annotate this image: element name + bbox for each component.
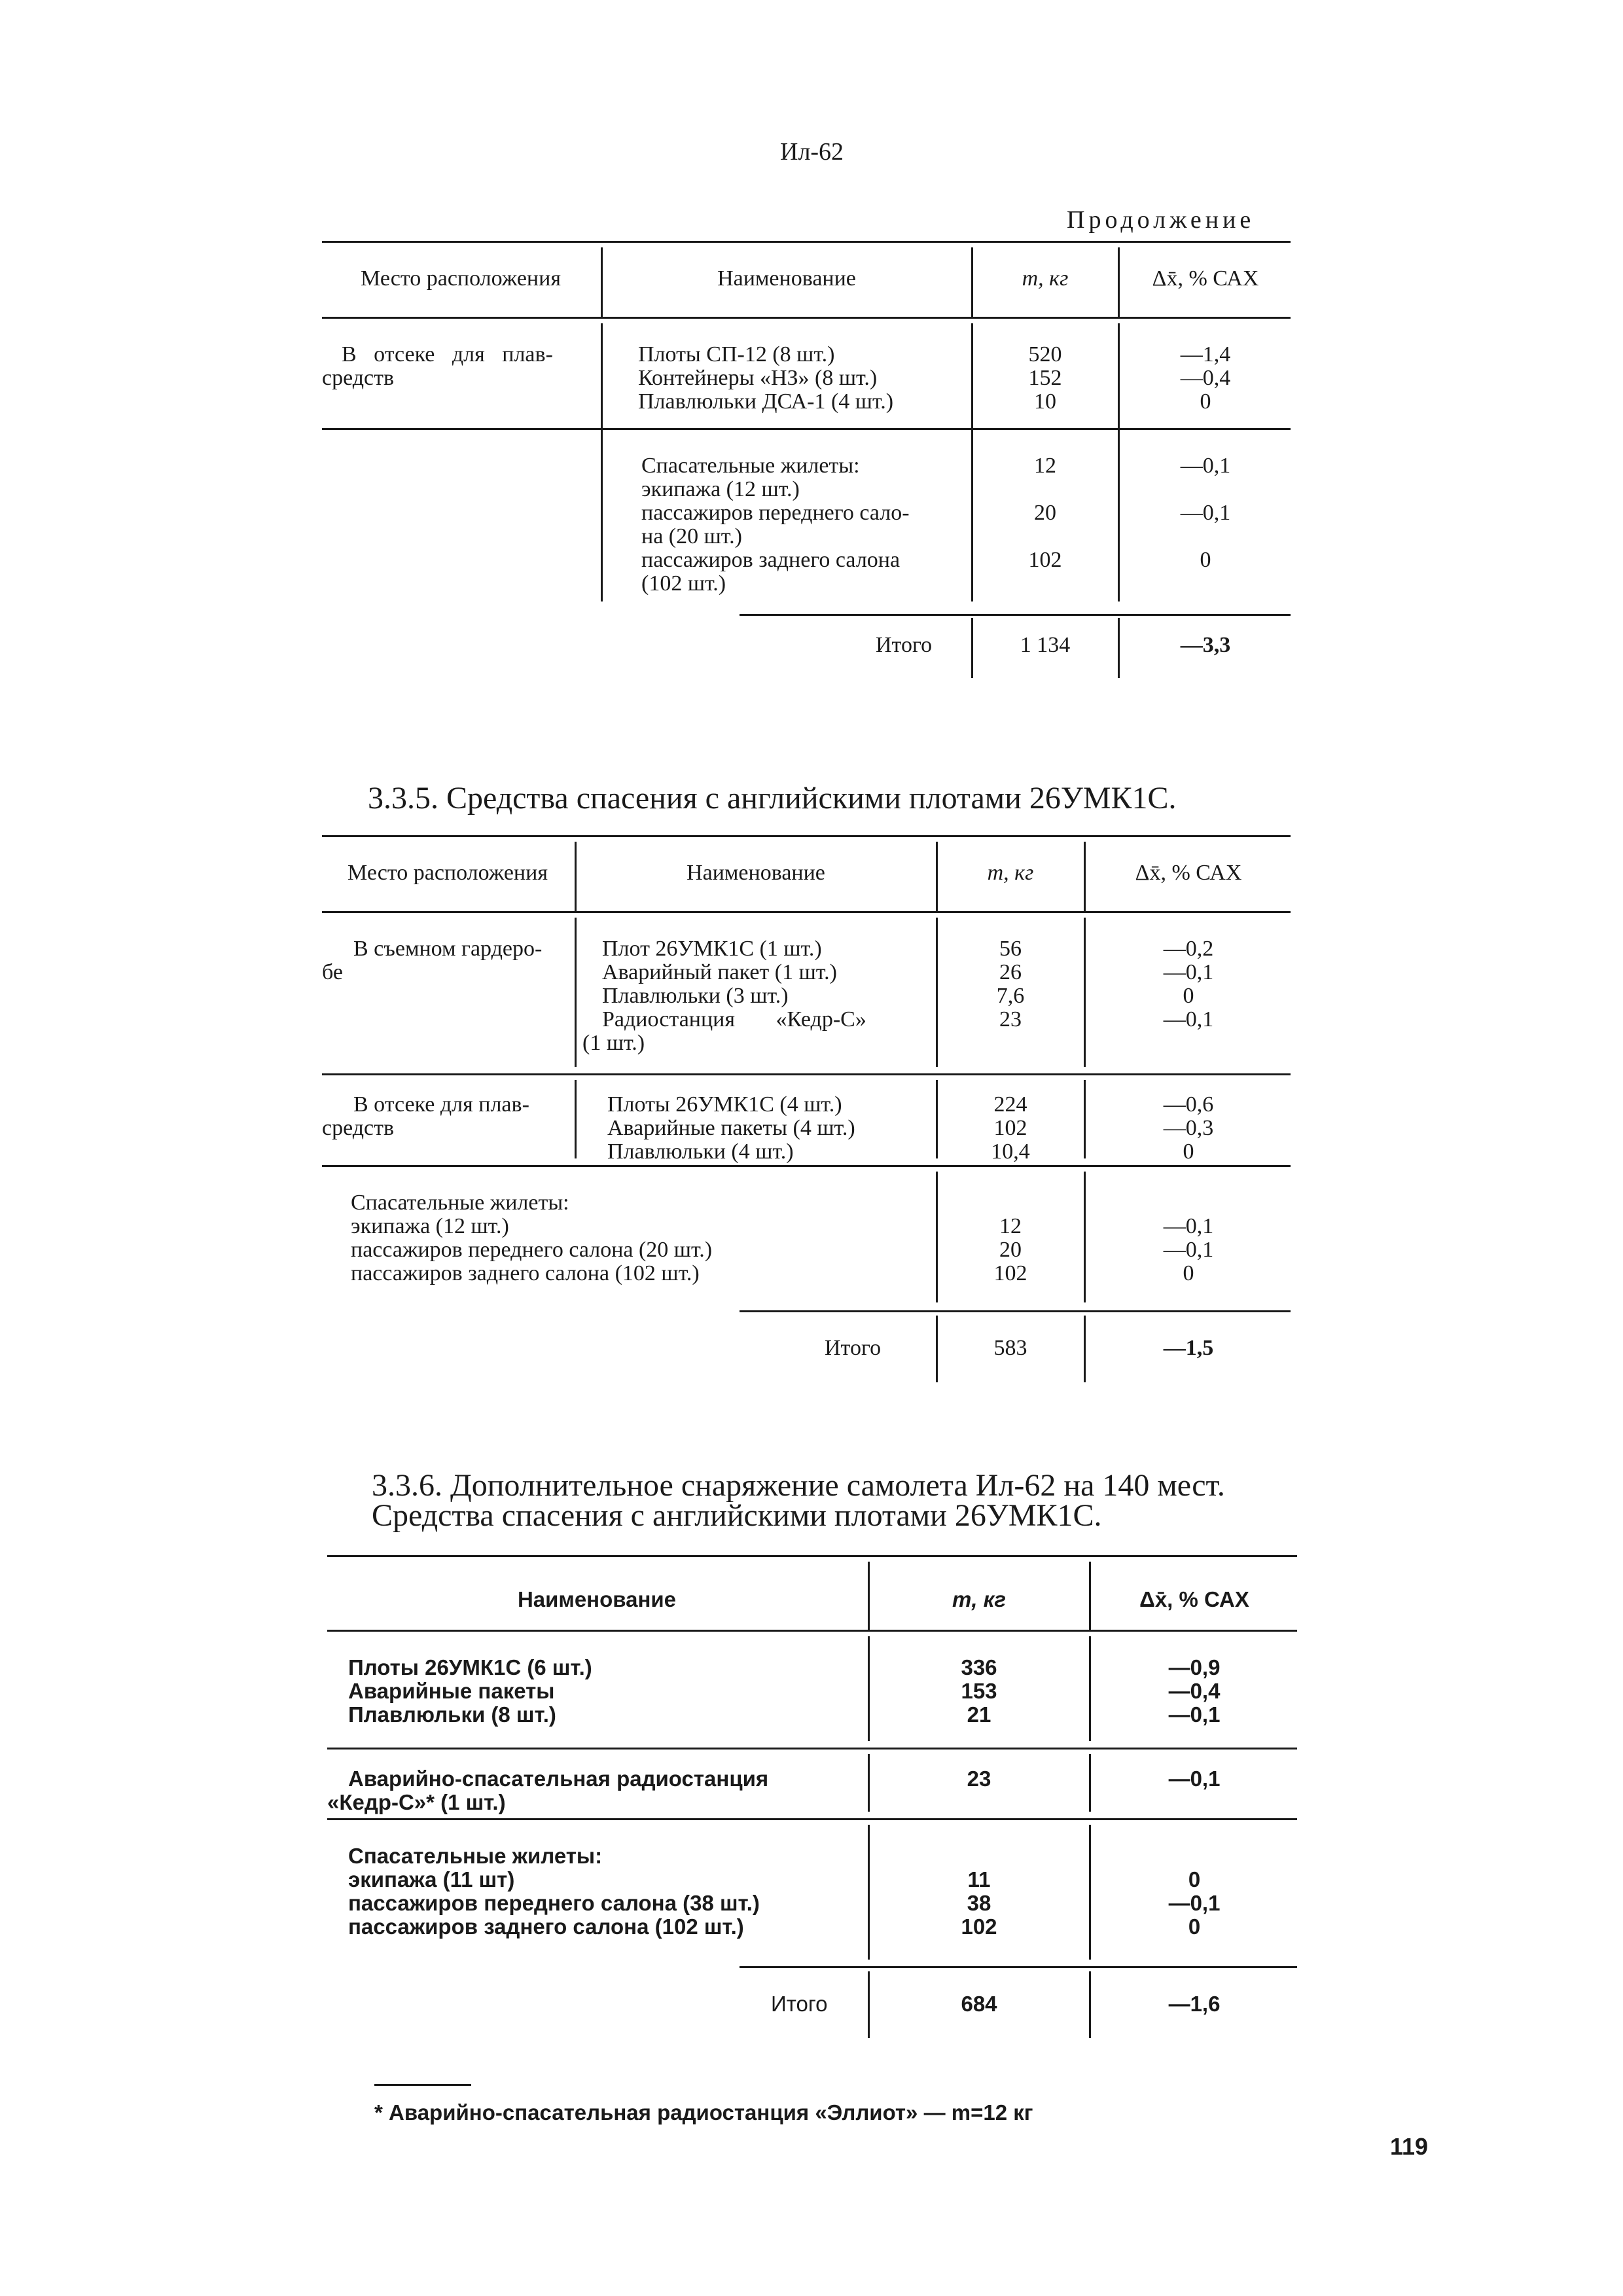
table2-item-name: Плавлюльки (3 шт.) <box>602 984 789 1008</box>
table3-dx-value: —0,4 <box>1168 1679 1221 1703</box>
table1-total-label: Итого <box>876 633 933 657</box>
page-number: 119 <box>1390 2133 1429 2160</box>
table2-mass-value: 56 <box>999 937 1022 961</box>
table2-total-mass: 583 <box>993 1336 1027 1360</box>
table3-mass-value: 336 <box>961 1655 997 1679</box>
table3-item-name: Плоты 26УМК1С (6 шт.) <box>348 1655 592 1679</box>
table3-item-name: Плавлюльки (8 шт.) <box>348 1702 556 1727</box>
table3-mass-value: 21 <box>967 1702 991 1727</box>
table1-dx-value: 0 <box>1200 389 1211 414</box>
table3-item-name: Спасательные жилеты: <box>348 1844 603 1868</box>
table3-dx-value: —0,1 <box>1168 1702 1221 1727</box>
table2-header-mass: m, кг <box>987 861 1034 885</box>
table2-mass-value: 10,4 <box>991 1139 1030 1164</box>
table3-item-name: пассажиров заднего салона (102 шт.) <box>348 1914 744 1939</box>
table1-dx-value: —1,4 <box>1180 342 1231 367</box>
table3-dx-value: —0,1 <box>1168 1891 1221 1915</box>
table3-header-name: Наименование <box>517 1587 677 1611</box>
table2-item-name: Плоты 26УМК1С (4 шт.) <box>607 1092 842 1117</box>
table3-dx-value: 0 <box>1188 1914 1201 1939</box>
table2-place-line: бе <box>322 960 343 984</box>
table2-mass-value: 102 <box>993 1261 1027 1285</box>
table1-dx-value: 0 <box>1200 548 1211 572</box>
table1-item-name: Плавлюльки ДСА-1 (4 шт.) <box>638 389 894 414</box>
table2-item-name: Аварийные пакеты (4 шт.) <box>607 1116 855 1140</box>
table2-place-line: В отсеке для плав- <box>353 1092 529 1117</box>
table1-dx-value: —0,1 <box>1180 501 1231 525</box>
table3-mass-value: 38 <box>967 1891 991 1915</box>
table2-dx-value: 0 <box>1183 984 1194 1008</box>
table2-dx-value: 0 <box>1183 1261 1194 1285</box>
table2-item-name: Плавлюльки (4 шт.) <box>607 1139 794 1164</box>
table2-header-place: Место расположения <box>348 861 548 885</box>
table2-dx-value: —0,1 <box>1163 960 1214 984</box>
table2-header-dx: Δx̄, % САХ <box>1135 861 1242 885</box>
table1-mass-value: 20 <box>1034 501 1056 525</box>
table2-place-line: В съемном гардеро- <box>353 937 543 961</box>
table1-header-name: Наименование <box>717 266 856 291</box>
continuation-label: Продолжение <box>1067 206 1255 234</box>
table2-place-line: средств <box>322 1116 395 1140</box>
table1-item-name: Спасательные жилеты: <box>641 454 860 478</box>
table2-mass-value: 12 <box>999 1214 1022 1238</box>
table3-total-dx: —1,6 <box>1168 1992 1221 2016</box>
table2-mass-value: 23 <box>999 1007 1022 1031</box>
table1-mass-value: 152 <box>1028 366 1062 390</box>
table2-item-name: Аварийный пакет (1 шт.) <box>602 960 837 984</box>
table2-mass-value: 7,6 <box>996 984 1025 1008</box>
table3-mass-value: 23 <box>967 1767 991 1791</box>
table1-item-name: на (20 шт.) <box>641 524 742 548</box>
table1-item-name: пассажиров переднего сало- <box>641 501 910 525</box>
table1-item-name: пассажиров заднего салона <box>641 548 901 572</box>
table2-dx-value: —0,1 <box>1163 1007 1214 1031</box>
table1-mass-value: 10 <box>1034 389 1056 414</box>
table2-dx-value: —0,1 <box>1163 1214 1214 1238</box>
table1-item-name: Плоты СП-12 (8 шт.) <box>638 342 835 367</box>
table1-header-place: Место расположения <box>361 266 561 291</box>
table2-mass-value: 20 <box>999 1238 1022 1262</box>
table3-total-label: Итого <box>771 1992 828 2016</box>
table1-mass-value: 12 <box>1034 454 1056 478</box>
table2-mass-value: 224 <box>993 1092 1027 1117</box>
section-336-title: Средства спасения с английскими плотами 26УМК1С. <box>372 1498 1102 1533</box>
table1-header-dx: Δx̄, % САХ <box>1152 266 1259 291</box>
footnote-rule <box>374 2084 471 2086</box>
table1-total-mass: 1 134 <box>1020 633 1071 657</box>
table3-total-mass: 684 <box>961 1992 997 2016</box>
table2-item-name: пассажиров переднего салона (20 шт.) <box>351 1238 713 1262</box>
table3-item-name: экипажа (11 шт) <box>348 1867 515 1892</box>
table2-item-name: (1 шт.) <box>582 1031 645 1055</box>
table1-dx-value: —0,1 <box>1180 454 1231 478</box>
table3-item-name: пассажиров переднего салона (38 шт.) <box>348 1891 760 1915</box>
table1-item-name: Контейнеры «НЗ» (8 шт.) <box>638 366 878 390</box>
table2-dx-value: —0,6 <box>1163 1092 1214 1117</box>
section-336-title: 3.3.6. Дополнительное снаряжение самолета Ил-62 на 140 мест. <box>372 1468 1225 1503</box>
table1-place-line: В отсеке для плав- <box>342 342 553 367</box>
table1-total-dx: —3,3 <box>1180 633 1231 657</box>
table3-item-name: Аварийно-спасательная радиостанция <box>348 1767 769 1791</box>
table1-item-name: (102 шт.) <box>641 571 726 596</box>
table1-dx-value: —0,4 <box>1180 366 1231 390</box>
section-335-title: 3.3.5. Средства спасения с английскими плотами 26УМК1С. <box>368 781 1177 816</box>
table2-mass-value: 26 <box>999 960 1022 984</box>
table3-header-dx: Δx̄, % САХ <box>1139 1587 1249 1611</box>
table3-dx-value: 0 <box>1188 1867 1201 1892</box>
footnote: * Аварийно-спасательная радиостанция «Эллиот» — m=12 кг <box>374 2100 1033 2125</box>
table2-item-name: Радиостанция «Кедр-С» <box>602 1007 866 1031</box>
table3-mass-value: 102 <box>961 1914 997 1939</box>
table2-header-name: Наименование <box>687 861 825 885</box>
table3-item-name: Аварийные пакеты <box>348 1679 555 1703</box>
table3-mass-value: 153 <box>961 1679 997 1703</box>
table2-item-name: Спасательные жилеты: <box>351 1191 569 1215</box>
table2-total-dx: —1,5 <box>1163 1336 1214 1360</box>
table3-dx-value: —0,1 <box>1168 1767 1221 1791</box>
table1-place-line: средств <box>322 366 395 390</box>
table2-total-label: Итого <box>825 1336 882 1360</box>
page-header: Ил-62 <box>780 138 844 166</box>
table2-dx-value: —0,3 <box>1163 1116 1214 1140</box>
table3-mass-value: 11 <box>967 1867 991 1892</box>
table2-item-name: экипажа (12 шт.) <box>351 1214 509 1238</box>
table2-mass-value: 102 <box>993 1116 1027 1140</box>
table2-dx-value: —0,2 <box>1163 937 1214 961</box>
table3-item-name: «Кедр-С»* (1 шт.) <box>327 1790 506 1814</box>
table1-mass-value: 102 <box>1028 548 1062 572</box>
table2-item-name: Плот 26УМК1С (1 шт.) <box>602 937 822 961</box>
table3-header-mass: m, кг <box>952 1587 1007 1611</box>
table1-mass-value: 520 <box>1028 342 1062 367</box>
table1-header-mass: m, кг <box>1022 266 1069 291</box>
table2-dx-value: —0,1 <box>1163 1238 1214 1262</box>
table2-dx-value: 0 <box>1183 1139 1194 1164</box>
table2-item-name: пассажиров заднего салона (102 шт.) <box>351 1261 700 1285</box>
table3-dx-value: —0,9 <box>1168 1655 1221 1679</box>
table1-item-name: экипажа (12 шт.) <box>641 477 800 501</box>
